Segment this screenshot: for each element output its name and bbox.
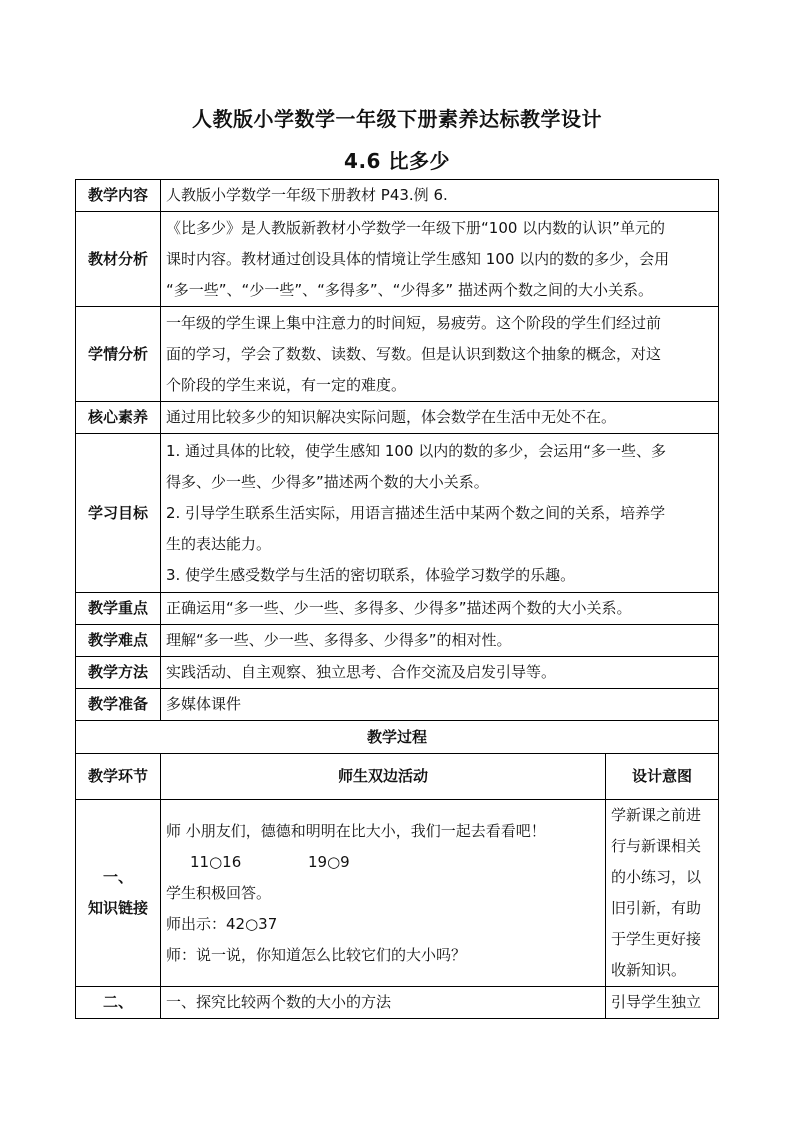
activity-content <box>161 800 606 987</box>
row-line: 通过用比较多少的知识解决实际问题，体会数学在生活中无处不在。 <box>166 408 617 426</box>
row-content <box>161 307 719 402</box>
row-label: 教学重点 <box>76 593 161 625</box>
row-line: “多一些”、“少一些”、“多得多”、“少得多” 描述两个数之间的大小关系。 <box>166 280 653 299</box>
row-line: 课时内容。教材通过创设具体的情境让学生感知 100 以内的数的多少，会用 <box>166 249 670 268</box>
row-content <box>161 593 719 625</box>
row-label: 教材分析 <box>76 212 161 307</box>
intent-line: 学新课之前进 <box>611 806 702 824</box>
row-core-literacy <box>76 402 719 434</box>
col-activity: 师生双边活动 <box>161 754 606 800</box>
stage-name: 知识链接 <box>87 899 148 917</box>
row-preparation <box>76 689 719 721</box>
row-line: 1. 通过具体的比较，使学生感知 100 以内的数的多少，会运用“多一些、多 <box>166 441 667 460</box>
row-content <box>161 212 719 307</box>
intent-line: 于学生更好接 <box>611 930 702 948</box>
intent-line: 行与新课相关 <box>611 837 702 855</box>
row-line: 人教版小学数学一年级下册教材 P43.例 6. <box>166 186 448 204</box>
lesson-subtitle: 4.6 比多少 <box>344 149 450 173</box>
activity-line: 师出示：42○37 <box>166 914 278 933</box>
stage-number: 二、 <box>76 987 161 1019</box>
comparison-b: 19○9 <box>308 852 350 871</box>
intent-content: 引导学生独立 <box>606 987 719 1019</box>
row-line: 理解“多一些、少一些、多得多、少得多”的相对性。 <box>166 631 512 649</box>
row-line: 生的表达能力。 <box>166 534 272 553</box>
row-content <box>161 625 719 657</box>
row-label: 教学难点 <box>76 625 161 657</box>
row-line: 2. 引导学生联系生活实际，用语言描述生活中某两个数之间的关系，培养学 <box>166 503 666 522</box>
row-difficulties <box>76 625 719 657</box>
row-content <box>161 689 719 721</box>
row-label: 教学准备 <box>76 689 161 721</box>
row-label: 学情分析 <box>76 307 161 402</box>
col-intent: 设计意图 <box>606 754 719 800</box>
row-line: 个阶段的学生来说，有一定的难度。 <box>166 375 407 394</box>
row-content <box>161 657 719 689</box>
process-row-explore <box>76 987 719 1019</box>
activity-line: 师 小朋友们，德德和明明在比大小，我们一起去看看吧！ <box>166 821 546 840</box>
row-key-points <box>76 593 719 625</box>
row-label: 学习目标 <box>76 434 161 593</box>
document-title: 人教版小学数学一年级下册素养达标教学设计 <box>192 107 602 131</box>
row-label: 教学方法 <box>76 657 161 689</box>
row-line: 正确运用“多一些、少一些、多得多、少得多”描述两个数的大小关系。 <box>166 599 632 617</box>
row-line: 得多、少一些、少得多”描述两个数的大小关系。 <box>166 472 489 491</box>
comparison-examples <box>166 847 600 878</box>
stage-label <box>76 800 161 987</box>
row-line: 面的学习，学会了数数、读数、写数。但是认识到数这个抽象的概念，对这 <box>166 344 662 363</box>
row-teaching-content <box>76 180 719 212</box>
row-line: 一年级的学生课上集中注意力的时间短，易疲劳。这个阶段的学生们经过前 <box>166 313 662 332</box>
row-content <box>161 434 719 593</box>
process-heading: 教学过程 <box>76 721 719 754</box>
process-columns-row <box>76 754 719 800</box>
row-label: 教学内容 <box>76 180 161 212</box>
row-line: 3. 使学生感受数学与生活的密切联系，体验学习数学的乐趣。 <box>166 565 576 584</box>
intent-line: 的小练习，以 <box>611 868 702 886</box>
intent-content <box>606 800 719 987</box>
row-line: 多媒体课件 <box>166 695 242 713</box>
row-content <box>161 402 719 434</box>
process-heading-row <box>76 721 719 754</box>
comparison-a: 11○16 <box>190 852 242 871</box>
intent-line: 收新知识。 <box>611 961 687 979</box>
process-row-knowledge-link <box>76 800 719 987</box>
row-methods <box>76 657 719 689</box>
row-label: 核心素养 <box>76 402 161 434</box>
row-learner-analysis <box>76 307 719 402</box>
row-learning-objectives <box>76 434 719 593</box>
row-line: 《比多少》是人教版新教材小学数学一年级下册“100 以内数的认识”单元的 <box>166 218 665 237</box>
stage-number: 一、 <box>102 868 133 886</box>
intent-line: 旧引新，有助 <box>611 899 702 917</box>
lesson-plan-table <box>75 179 719 1019</box>
activity-line: 学生积极回答。 <box>166 883 272 902</box>
row-line: 实践活动、自主观察、独立思考、合作交流及启发引导等。 <box>166 663 557 681</box>
row-textbook-analysis <box>76 212 719 307</box>
col-stage: 教学环节 <box>76 754 161 800</box>
activity-content: 一、探究比较两个数的大小的方法 <box>161 987 606 1019</box>
activity-line: 师：说一说，你知道怎么比较它们的大小吗？ <box>166 945 467 964</box>
row-content <box>161 180 719 212</box>
